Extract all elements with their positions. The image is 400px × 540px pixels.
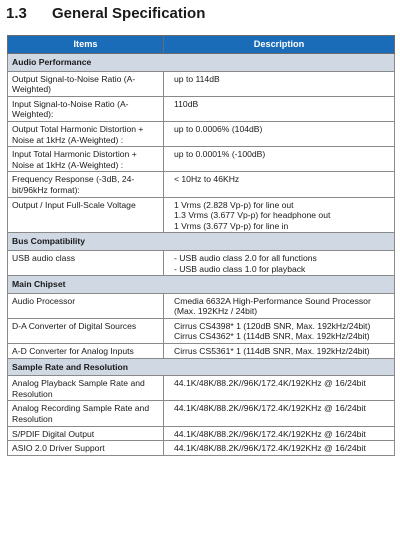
table-row xyxy=(8,96,395,121)
item-cell: D-A Converter of Digital Sources xyxy=(8,318,164,343)
item-cell: Analog Recording Sample Rate and Resolution xyxy=(8,401,164,426)
description-line: Cirrus CS4398* 1 (120dB SNR, Max. 192kHz/24bit) xyxy=(174,320,371,331)
description-line: Cirrus CS4362* 1 (114dB SNR, Max. 192kHz/24bit) xyxy=(174,331,370,342)
table-row xyxy=(8,293,395,318)
description-cell xyxy=(164,96,395,121)
section-row xyxy=(8,358,395,376)
description-cell xyxy=(164,121,395,146)
section-title-cell: Sample Rate and Resolution xyxy=(8,358,395,376)
table-row xyxy=(8,250,395,275)
description-line: 44.1K/48K/88.2K//96K/172.4K/192KHz @ 16/24bit xyxy=(174,428,366,439)
table-row xyxy=(8,172,395,197)
table-row xyxy=(8,376,395,401)
header-description: Description xyxy=(164,36,395,54)
section-title-cell: Main Chipset xyxy=(8,276,395,294)
description-line: < 10Hz to 46KHz xyxy=(174,174,240,185)
header-items: Items xyxy=(8,36,164,54)
description-line: 1.3 Vrms (3.677 Vp-p) for headphone out xyxy=(174,210,331,221)
description-cell xyxy=(164,441,395,456)
item-cell: Analog Playback Sample Rate and Resolution xyxy=(8,376,164,401)
description-line: Cirrus CS5361* 1 (114dB SNR, Max. 192kHz/24bit) xyxy=(174,346,370,357)
description-line: 110dB xyxy=(174,98,199,109)
table-header-row xyxy=(8,36,395,54)
description-cell xyxy=(164,71,395,96)
description-cell xyxy=(164,376,395,401)
description-cell xyxy=(164,147,395,172)
description-line: up to 114dB xyxy=(174,73,220,84)
description-line: 1 Vrms (2.828 Vp-p) for line out xyxy=(174,199,294,210)
description-line: Cmedia 6632A High-Performance Sound Processor xyxy=(174,295,371,306)
table-row xyxy=(8,401,395,426)
table-row xyxy=(8,426,395,441)
section-title-cell: Bus Compatibility xyxy=(8,233,395,251)
item-cell: USB audio class xyxy=(8,250,164,275)
item-cell: Frequency Response (-3dB, 24-bit/96kHz format): xyxy=(8,172,164,197)
description-line: 44.1K/48K/88.2K//96K/172.4K/192KHz @ 16/24bit xyxy=(174,378,366,389)
description-line: (Max. 192KHz / 24bit) xyxy=(174,306,258,317)
table-row xyxy=(8,441,395,456)
section-row xyxy=(8,276,395,294)
item-cell: Output Total Harmonic Distortion + Noise at 1kHz (A-Weighted) : xyxy=(8,121,164,146)
description-cell xyxy=(164,250,395,275)
section-title: General Specification xyxy=(52,4,206,22)
description-cell xyxy=(164,197,395,233)
item-cell: Output / Input Full-Scale Voltage xyxy=(8,197,164,233)
item-cell: Audio Processor xyxy=(8,293,164,318)
table-row xyxy=(8,344,395,359)
item-cell: Output Signal-to-Noise Ratio (A-Weighted) xyxy=(8,71,164,96)
item-cell: ASIO 2.0 Driver Support xyxy=(8,441,164,456)
table-row xyxy=(8,121,395,146)
description-line: - USB audio class 2.0 for all functions xyxy=(174,252,317,263)
section-row xyxy=(8,54,395,72)
description-cell xyxy=(164,401,395,426)
description-line: 44.1K/48K/88.2K//96K/172.4K/192KHz @ 16/24bit xyxy=(174,443,366,454)
description-cell xyxy=(164,172,395,197)
section-number: 1.3 xyxy=(6,4,27,22)
description-line: up to 0.0001% (-100dB) xyxy=(174,149,266,160)
table-body xyxy=(8,54,395,456)
item-cell: A-D Converter for Analog Inputs xyxy=(8,344,164,359)
description-cell xyxy=(164,426,395,441)
description-line: 44.1K/48K/88.2K//96K/172.4K/192KHz @ 16/24bit xyxy=(174,403,366,414)
section-row xyxy=(8,233,395,251)
table-row xyxy=(8,197,395,233)
table-row xyxy=(8,147,395,172)
item-cell: Input Signal-to-Noise Ratio (A-Weighted): xyxy=(8,96,164,121)
description-line: up to 0.0006% (104dB) xyxy=(174,123,263,134)
specification-table xyxy=(7,35,395,456)
section-title-cell: Audio Performance xyxy=(8,54,395,72)
description-line: - USB audio class 1.0 for playback xyxy=(174,263,306,274)
table-row xyxy=(8,318,395,343)
description-cell xyxy=(164,344,395,359)
item-cell: Input Total Harmonic Distortion + Noise at 1kHz (A-Weighted) : xyxy=(8,147,164,172)
description-line: 1 Vrms (3.677 Vp-p) for line in xyxy=(174,220,289,231)
description-cell xyxy=(164,318,395,343)
section-heading xyxy=(6,2,205,24)
table-row xyxy=(8,71,395,96)
item-cell: S/PDIF Digital Output xyxy=(8,426,164,441)
description-cell xyxy=(164,293,395,318)
